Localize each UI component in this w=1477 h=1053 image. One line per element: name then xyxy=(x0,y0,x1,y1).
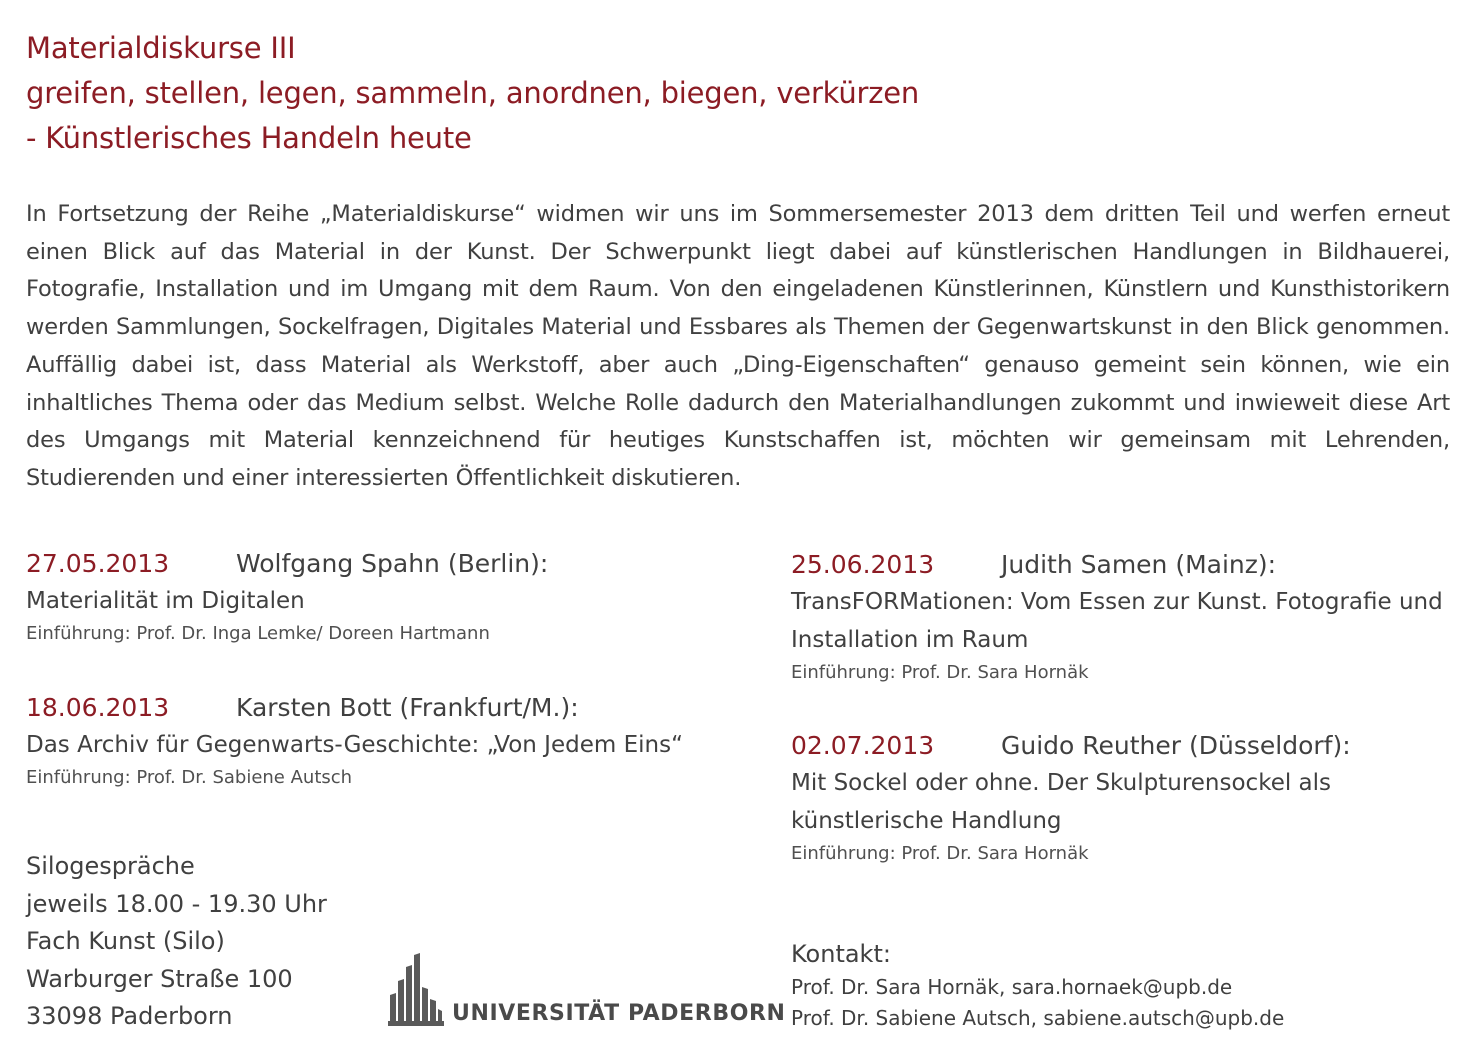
postal-city: 33098 Paderborn xyxy=(26,1002,233,1030)
event-header xyxy=(791,728,1411,764)
university-logo-icon xyxy=(386,953,446,1028)
event-header xyxy=(26,546,726,582)
event-time: jeweils 18.00 - 19.30 Uhr xyxy=(26,889,327,918)
intro-paragraph: In Fortsetzung der Reihe „Materialdiskurse“ widmen wir uns im Sommersemester 2013 dem dritten Teil und werfen erneut einen Blick auf das Material in der Kunst. Der Schwerpunkt liegt dabei auf künstlerischen Handlungen in Bildhauerei, Fotografie, Installation und im Umgang mit dem Raum. Von den eingeladenen Künstlerinnen, Künstlern und Kunsthistorikern werden Sammlungen, Sockelfragen, Digitales Material und Essbares als Themen der Gegenwartskunst in den Blick genommen. Auffällig dabei ist, dass Material als Werkstoff, aber auch „Ding-Eigenschaften“ genauso gemeint sein können, wie ein inhaltliches Thema oder das Medium selbst. Welche Rolle dadurch den Materialhandlungen zukommt und inwieweit diese Art des Umgangs mit Material kennzeichnend für heutiges Kunstschaffen ist, möchten wir gemeinsam mit Lehrenden, Studierenden und einer interessierten Öffentlichkeit diskutieren. xyxy=(26,201,1450,491)
event-date: 27.05.2013 xyxy=(26,549,170,578)
event-speaker: Wolfgang Spahn (Berlin): xyxy=(236,549,549,578)
street-address: Warburger Straße 100 xyxy=(26,964,293,993)
contact-block xyxy=(791,936,1451,1034)
event-2 xyxy=(26,690,766,792)
event-topic: TransFORMationen: Vom Essen zur Kunst. Fotografie und Installation im Raum xyxy=(791,589,1443,653)
event-date: 25.06.2013 xyxy=(791,550,935,579)
event-introduction: Einführung: Prof. Dr. Sara Hornäk xyxy=(791,843,1089,864)
event-speaker: Karsten Bott (Frankfurt/M.): xyxy=(236,693,579,722)
title-block xyxy=(26,26,1456,161)
event-topic: Das Archiv für Gegenwarts-Geschichte: „Von Jedem Eins“ xyxy=(26,732,683,758)
event-3 xyxy=(791,547,1451,687)
event-speaker: Guido Reuther (Düsseldorf): xyxy=(1001,731,1351,760)
contact-title: Kontakt: xyxy=(791,940,891,968)
university-logo xyxy=(386,953,786,1033)
contact-line: Prof. Dr. Sabiene Autsch, sabiene.autsch@upb.de xyxy=(791,1006,1285,1030)
event-topic: Mit Sockel oder ohne. Der Skulpturensockel als künstlerische Handlung xyxy=(791,770,1332,834)
event-topic: Materialität im Digitalen xyxy=(26,588,305,614)
event-date: 18.06.2013 xyxy=(26,693,170,722)
event-4 xyxy=(791,728,1411,868)
venue-address xyxy=(26,848,327,1036)
contact-line: Prof. Dr. Sara Hornäk, sara.hornaek@upb.de xyxy=(791,975,1233,999)
event-introduction: Einführung: Prof. Dr. Sabiene Autsch xyxy=(26,767,353,788)
event-1 xyxy=(26,546,726,648)
event-introduction: Einführung: Prof. Dr. Inga Lemke/ Doreen Hartmann xyxy=(26,623,490,644)
subtitle-verbs: greifen, stellen, legen, sammeln, anordnen, biegen, verkürzen xyxy=(26,76,920,110)
event-header xyxy=(791,547,1451,583)
venue-name: Fach Kunst (Silo) xyxy=(26,927,225,955)
subtitle-theme: - Künstlerisches Handeln heute xyxy=(26,121,472,155)
series-name: Silogespräche xyxy=(26,852,195,880)
event-date: 02.07.2013 xyxy=(791,731,935,760)
university-name: UNIVERSITÄT PADERBORN xyxy=(452,1001,786,1026)
page-title: Materialdiskurse III xyxy=(26,31,296,65)
event-speaker: Judith Samen (Mainz): xyxy=(1001,550,1277,579)
event-header xyxy=(26,690,766,726)
event-introduction: Einführung: Prof. Dr. Sara Hornäk xyxy=(791,662,1089,683)
